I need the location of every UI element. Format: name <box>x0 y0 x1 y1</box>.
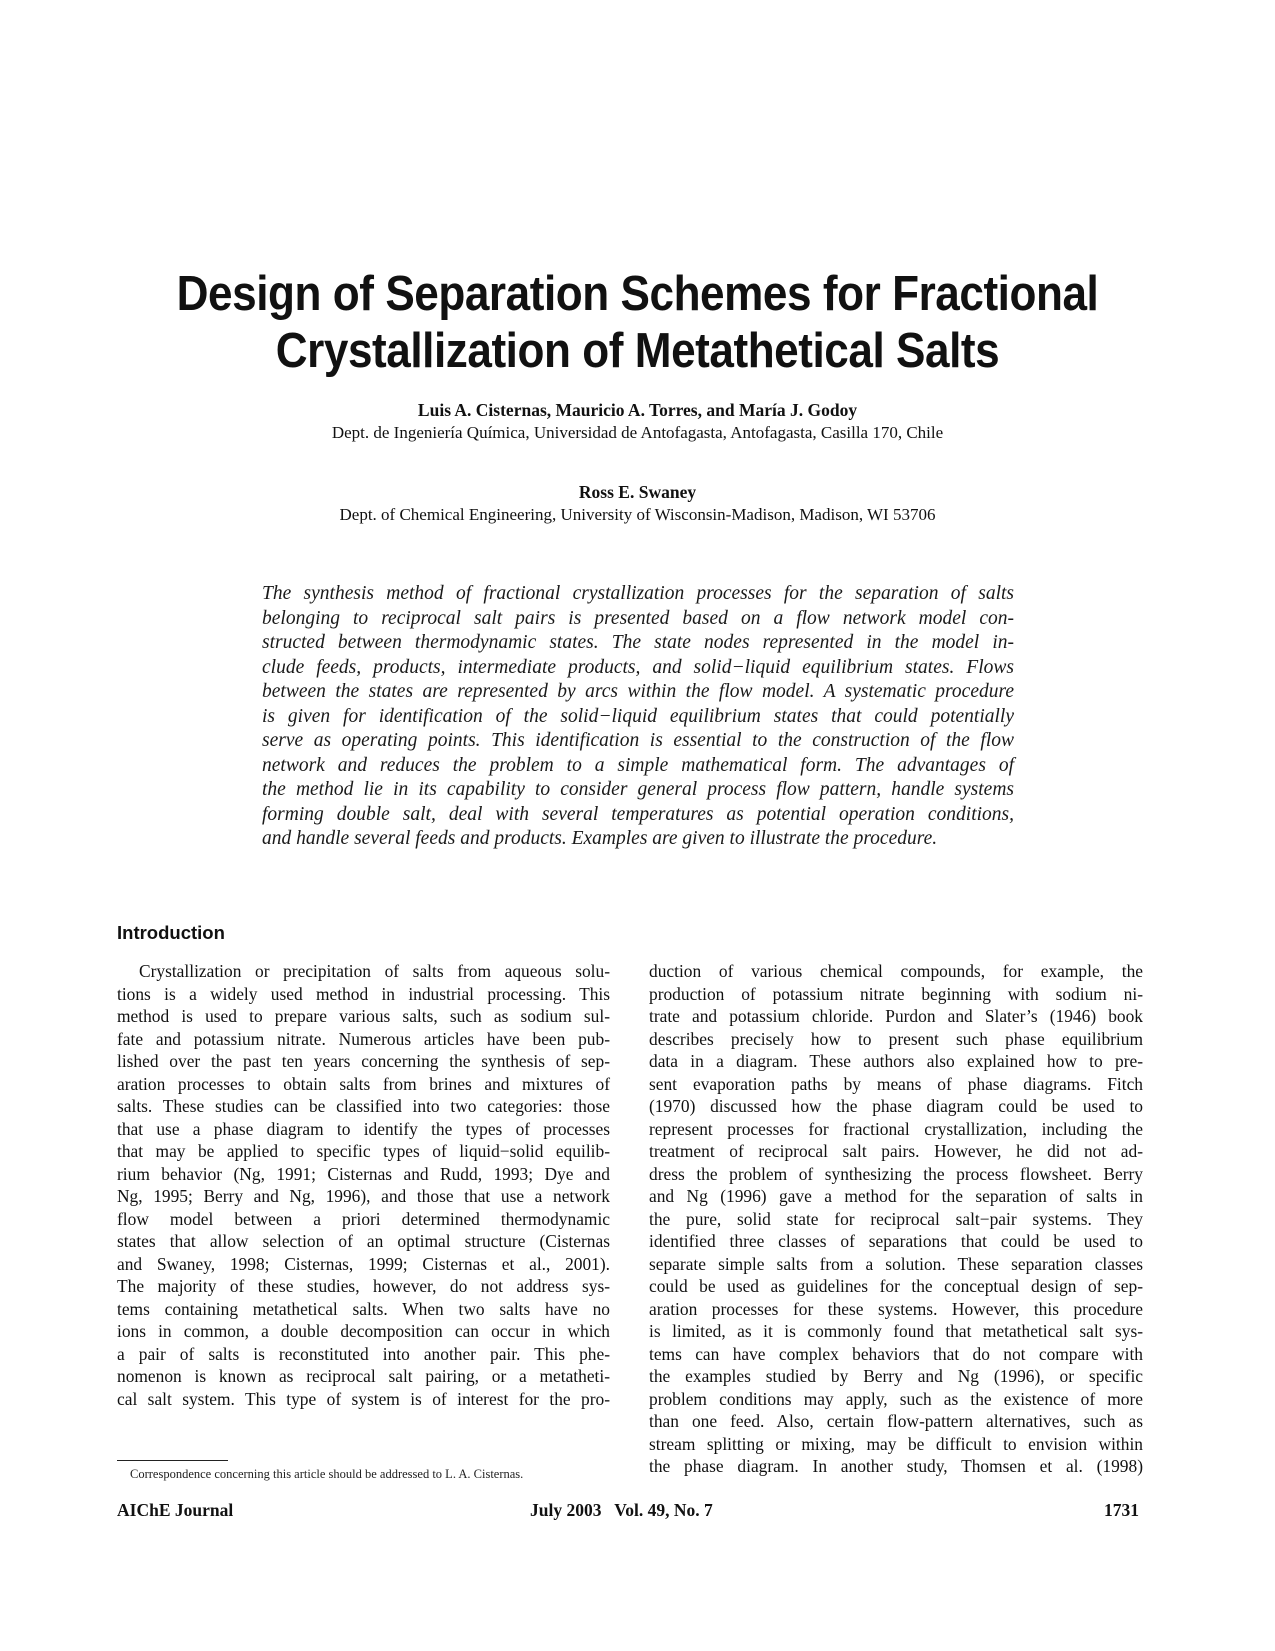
body-line: that may be applied to specific types of liquid−solid equilib- <box>117 1141 610 1161</box>
body-line: The majority of these studies, however, do not address sys- <box>117 1276 610 1296</box>
body-line: salts. These studies can be classified into two categories: those <box>117 1096 610 1116</box>
body-line: duction of various chemical compounds, for example, the <box>649 961 1143 981</box>
body-line: describes precisely how to present such phase equilibrium <box>649 1028 1143 1049</box>
abstract-line: belonging to reciprocal salt pairs is presented based on a flow network model con- <box>262 607 1014 629</box>
body-line: ions in common, a double decomposition can occur in which <box>117 1321 610 1341</box>
body-line: the examples studied by Berry and Ng (1996), or specific <box>649 1366 1143 1386</box>
body-line: tems containing metathetical salts. When two salts have no <box>117 1298 610 1319</box>
body-line: method is used to prepare various salts, such as sodium sul- <box>117 1006 610 1026</box>
body-line: is limited, as it is commonly found that metathetical salt sys- <box>649 1321 1143 1341</box>
body-line: fate and potassium nitrate. Numerous articles have been pub- <box>117 1028 610 1049</box>
body-line: and Swaney, 1998; Cisternas, 1999; Cisternas et al., 2001). <box>117 1253 610 1274</box>
body-line: that use a phase diagram to identify the types of processes <box>117 1118 610 1139</box>
body-line: aration processes to obtain salts from brines and mixtures of <box>117 1073 610 1094</box>
body-line: Crystallization or precipitation of salts from aqueous solu- <box>139 961 610 981</box>
abstract-line: serve as operating points. This identification is essential to the construction of the flow <box>262 730 1014 751</box>
body-line: lished over the past ten years concerning the synthesis of sep- <box>117 1051 610 1071</box>
footer-page-number: 1731 <box>1104 1500 1139 1520</box>
body-line: trate and potassium chloride. Purdon and Slater’s (1946) book <box>649 1006 1143 1026</box>
authors-secondary: Ross E. Swaney <box>578 482 697 502</box>
body-line: (1970) discussed how the phase diagram could be used to <box>649 1096 1143 1116</box>
affiliation-secondary: Dept. of Chemical Engineering, University of Wisconsin-Madison, Madison, WI 53706 <box>339 505 936 524</box>
body-line: tions is a widely used method in industrial processing. This <box>117 983 610 1004</box>
body-line: nomenon is known as reciprocal salt pairing, or a metatheti- <box>117 1366 610 1386</box>
body-line: rium behavior (Ng, 1991; Cisternas and Rudd, 1993; Dye and <box>117 1163 610 1184</box>
body-column-right <box>649 960 1143 1478</box>
body-column-left <box>117 960 610 1410</box>
abstract-line: The synthesis method of fractional crystallization processes for the separation of salts <box>262 583 1014 604</box>
body-line: the phase diagram. In another study, Thomsen et al. (1998) <box>649 1456 1143 1476</box>
article-title <box>154 266 1122 380</box>
abstract-line: the method lie in its capability to consider general process flow pattern, handle systems <box>262 779 1014 800</box>
body-line: the pure, solid state for reciprocal salt−pair systems. They <box>649 1208 1143 1229</box>
body-line: treatment of reciprocal salt pairs. However, he did not ad- <box>649 1141 1143 1161</box>
body-line: could be used as guidelines for the conceptual design of sep- <box>649 1276 1143 1296</box>
body-line: aration processes for these systems. However, this procedure <box>649 1298 1143 1319</box>
footnote: Correspondence concerning this article should be addressed to L. A. Cisternas. <box>130 1467 524 1481</box>
footer-journal: AIChE Journal <box>117 1500 234 1520</box>
authors-primary: Luis A. Cisternas, Mauricio A. Torres, and María J. Godoy <box>417 400 858 420</box>
title-line-1: Design of Separation Schemes for Fractional <box>176 267 1099 321</box>
abstract <box>262 582 1014 852</box>
body-line: and Ng (1996) gave a method for the separation of salts in <box>649 1186 1143 1206</box>
body-line: problem conditions may apply, such as the existence of more <box>649 1388 1143 1409</box>
abstract-line: forming double salt, deal with several temperatures as potential operation conditions, <box>262 803 1014 825</box>
title-line-2: Crystallization of Metathetical Salts <box>275 324 1000 378</box>
body-line: production of potassium nitrate beginning with sodium ni- <box>649 983 1143 1004</box>
body-line: separate simple salts from a solution. These separation classes <box>649 1253 1143 1274</box>
body-line: Ng, 1995; Berry and Ng, 1996), and those that use a network <box>117 1186 610 1206</box>
affiliation-primary: Dept. de Ingeniería Química, Universidad de Antofagasta, Antofagasta, Casilla 170, Chile <box>331 423 944 442</box>
abstract-line: network and reduces the problem to a simple mathematical form. The advantages of <box>262 754 1014 776</box>
abstract-line: structed between thermodynamic states. The state nodes represented in the model in- <box>262 632 1014 653</box>
abstract-line: is given for identification of the solid−liquid equilibrium states that could potentially <box>262 705 1014 727</box>
section-heading-introduction: Introduction <box>117 922 225 943</box>
body-line: data in a diagram. These authors also explained how to pre- <box>649 1051 1143 1071</box>
footer-issue: July 2003 Vol. 49, No. 7 <box>530 1500 713 1520</box>
body-line: flow model between a priori determined thermodynamic <box>117 1208 610 1229</box>
footnote-rule <box>117 1460 228 1461</box>
body-line: sent evaporation paths by means of phase diagrams. Fitch <box>649 1073 1143 1094</box>
body-line: states that allow selection of an optimal structure (Cisternas <box>117 1231 610 1251</box>
body-line: identified three classes of separations that could be used to <box>649 1231 1143 1251</box>
body-line: represent processes for fractional crystallization, including the <box>649 1118 1143 1139</box>
abstract-line: and handle several feeds and products. Examples are given to illustrate the procedure. <box>262 828 938 849</box>
body-line: than one feed. Also, certain flow-pattern alternatives, such as <box>649 1411 1143 1431</box>
body-line: stream splitting or mixing, may be difficult to envision within <box>649 1433 1143 1454</box>
body-line: a pair of salts is reconstituted into another pair. This phe- <box>117 1343 610 1364</box>
body-line: cal salt system. This type of system is of interest for the pro- <box>117 1388 610 1409</box>
body-line: dress the problem of synthesizing the process flowsheet. Berry <box>649 1163 1143 1184</box>
body-line: tems can have complex behaviors that do not compare with <box>649 1343 1143 1364</box>
abstract-line: between the states are represented by arcs within the flow model. A systematic procedure <box>262 681 1014 702</box>
abstract-line: clude feeds, products, intermediate products, and solid−liquid equilibrium states. Flows <box>262 656 1014 678</box>
